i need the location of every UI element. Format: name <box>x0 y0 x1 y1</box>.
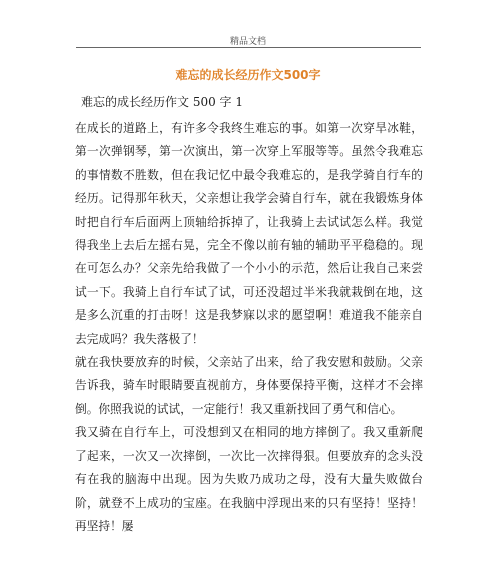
page-header: 精品文档 <box>229 37 266 47</box>
paragraph: 我又骑在自行车上，可没想到又在相同的地方摔倒了。我又重新爬了起来，一次又一次摔倒，一次比一次摔得狠。但要放弃的念头没有在我的脑海中出现。因为失败乃成功之母，没有大量失败做台阶，就登不上成功的宝座。在我脑中浮现出来的只有坚持！坚持！再坚持！屡 <box>75 425 423 533</box>
header-divider <box>76 47 421 48</box>
document-title: 难忘的成长经历作文500字 <box>175 68 321 82</box>
paragraph: 在成长的道路上，有许多令我终生难忘的事。如第一次穿旱冰鞋，第一次弹钢琴，第一次演出，第一次穿上军服等等。虽然令我难忘的事情数不胜数，但在我记忆中最令我难忘的，是我学骑自行车的经历。记得那年秋天，父亲想让我学会骑自行车，就在我锻炼身体时把自行车后面两上顶轴给拆掉了，让我骑上去试试怎么样。我觉得我坐上去后左摇右晃，完全不像以前有轴的辅助平平稳稳的。现在可怎么办？父亲先给我做了一个小小的示范，然后让我自己来尝试一下。我骑上自行车试了试，可还没超过半米我就栽倒在地，这是多么沉重的打击呀！这是我梦寐以求的愿望啊！难道我不能亲自去完成吗？我失落极了！ <box>75 121 423 346</box>
document-subtitle: 难忘的成长经历作文 500 字 1 <box>81 95 243 109</box>
paragraph: 就在我快要放弃的时候，父亲站了出来，给了我安慰和鼓励。父亲告诉我，骑车时眼睛要直视前方，身体要保持平衡，这样才不会摔倒。你照我说的试试，一定能行！我又重新找回了勇气和信心。 <box>75 355 423 416</box>
document-body <box>75 117 423 538</box>
